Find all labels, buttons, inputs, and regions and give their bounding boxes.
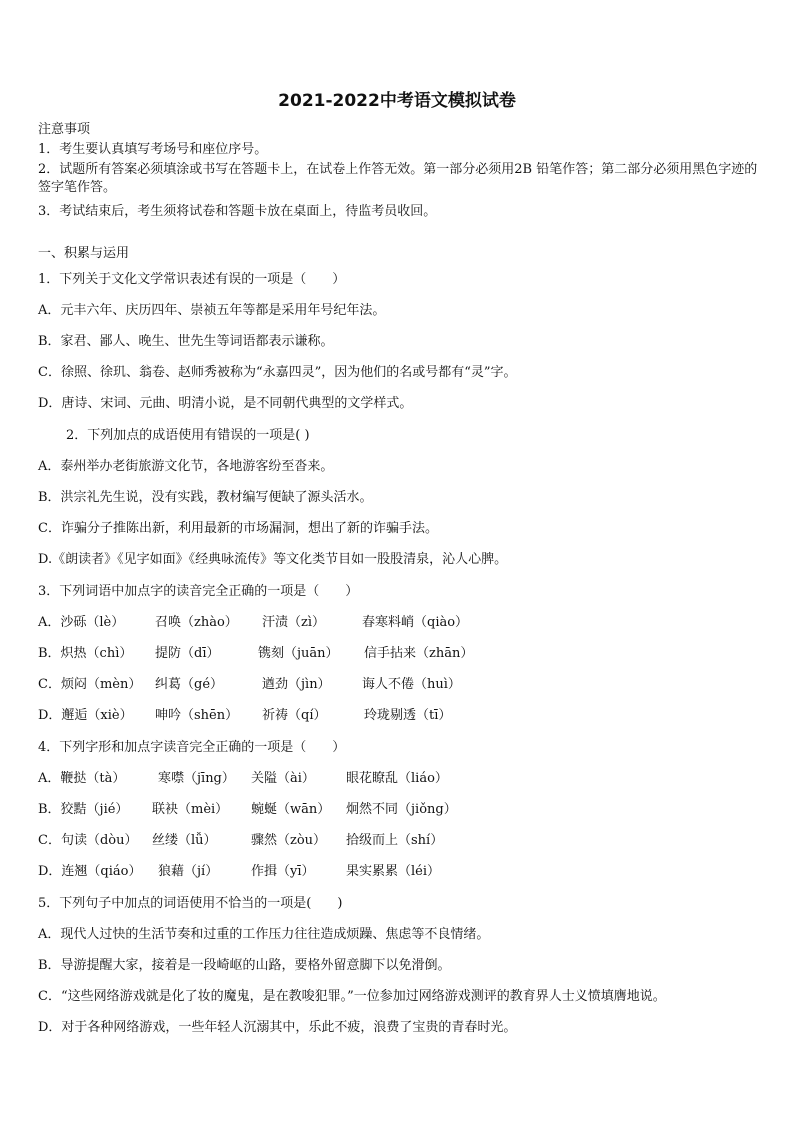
option-item: 召唤（zhào） (155, 615, 238, 630)
option-line: B．导游提醒大家，接着是一段崎岖的山路，要格外留意脚下以免滑倒。 (38, 958, 451, 973)
option-line: B．洪宗礼先生说，没有实践，教材编写便缺了源头活水。 (38, 490, 373, 505)
option-line: D．对于各种网络游戏，一些年轻人沉溺其中，乐此不疲，浪费了宝贵的青春时光。 (38, 1020, 517, 1035)
option-line: C．徐照、徐玑、翁卷、赵师秀被称为“永嘉四灵”，因为他们的名或号都有“灵”字。 (38, 365, 517, 380)
option-item: 果实累累（léi） (346, 864, 441, 879)
option-item: 玲珑剔透（tī） (364, 708, 452, 723)
option-item: 狼藉（jí） (158, 864, 219, 879)
option-item: A．沙砾（lè） (38, 615, 125, 630)
question-stem: 3．下列词语中加点字的读音完全正确的一项是（ ） (38, 584, 359, 599)
option-item: 骤然（zòu） (251, 833, 327, 848)
page-title: 2021-2022中考语文模拟试卷 (278, 91, 516, 111)
option-item: D．邂逅（xiè） (38, 708, 133, 723)
notice-item: 2．试题所有答案必须填涂或书写在答题卡上，在试卷上作答无效。第一部分必须用2B 铅笔作答；第二部分必须用黑色字迹的签字笔作答。 (38, 162, 758, 195)
option-item: 诲人不倦（huì） (362, 677, 461, 692)
option-item: C．句读（dòu） (38, 833, 138, 848)
option-item: C．烦闷（mèn） (38, 677, 142, 692)
option-line: D．唐诗、宋词、元曲、明清小说，是不同朝代典型的文学样式。 (38, 396, 413, 411)
option-item: 祈祷（qí） (262, 708, 327, 723)
option-item: 提防（dī） (155, 646, 220, 661)
section-heading: 一、积累与运用 (38, 246, 130, 261)
option-item: B．炽热（chì） (38, 646, 133, 661)
question-stem: 2．下列加点的成语使用有错误的一项是( ) (66, 428, 310, 443)
notice-item: 3．考试结束后，考生须将试卷和答题卡放在桌面上，待监考员收回。 (38, 204, 437, 219)
option-item: 寒噤（jīng） (158, 771, 235, 786)
notice-heading: 注意事项 (38, 122, 91, 137)
notice-item: 1．考生要认真填写考场号和座位序号。 (38, 142, 268, 157)
question-stem: 4．下列字形和加点字读音完全正确的一项是（ ） (38, 740, 346, 755)
option-line: B．家君、鄙人、晚生、世先生等词语都表示谦称。 (38, 334, 334, 349)
option-item: 丝缕（lǚ） (152, 833, 217, 848)
option-line: A．泰州举办老街旅游文化节，各地游客纷至沓来。 (38, 459, 334, 474)
option-item: 炯然不同（jiǒng） (346, 802, 457, 817)
option-item: 镌刻（juān） (258, 646, 339, 661)
option-item: B．狡黠（jié） (38, 802, 129, 817)
option-item: 纠葛（gé） (155, 677, 224, 692)
option-item: 拾级而上（shí） (346, 833, 444, 848)
option-item: 春寒料峭（qiào） (362, 615, 469, 630)
option-item: 关隘（ài） (251, 771, 315, 786)
option-item: 作揖（yī） (251, 864, 315, 879)
option-item: D．连翘（qiáo） (38, 864, 142, 879)
option-item: 联袂（mèi） (152, 802, 229, 817)
option-line: C．诈骗分子推陈出新，利用最新的市场漏洞，想出了新的诈骗手法。 (38, 521, 438, 536)
option-item: 眼花瞭乱（liáo） (346, 771, 448, 786)
option-line: D.《朗读者》《见字如面》《经典咏流传》等文化类节目如一股股清泉，沁人心脾。 (38, 552, 508, 567)
option-item: 遒劲（jìn） (262, 677, 331, 692)
option-item: 信手拈来（zhān） (364, 646, 474, 661)
option-line: A．现代人过快的生活节奏和过重的工作压力往往造成烦躁、焦虑等不良情绪。 (38, 927, 490, 942)
option-item: 蜿蜒（wān） (251, 802, 331, 817)
option-item: 汗渍（zì） (262, 615, 326, 630)
option-item: A．鞭挞（tà） (38, 771, 126, 786)
option-item: 呻吟（shēn） (155, 708, 239, 723)
option-line: A．元丰六年、庆历四年、崇祯五年等都是采用年号纪年法。 (38, 303, 386, 318)
option-line: C．“这些网络游戏就是化了妆的魔鬼，是在教唆犯罪。”一位参加过网络游戏测评的教育界人士义愤填膺地说。 (38, 989, 666, 1004)
question-stem: 1．下列关于文化文学常识表述有误的一项是（ ） (38, 272, 346, 287)
question-stem: 5．下列句子中加点的词语使用不恰当的一项是( ) (38, 896, 343, 911)
